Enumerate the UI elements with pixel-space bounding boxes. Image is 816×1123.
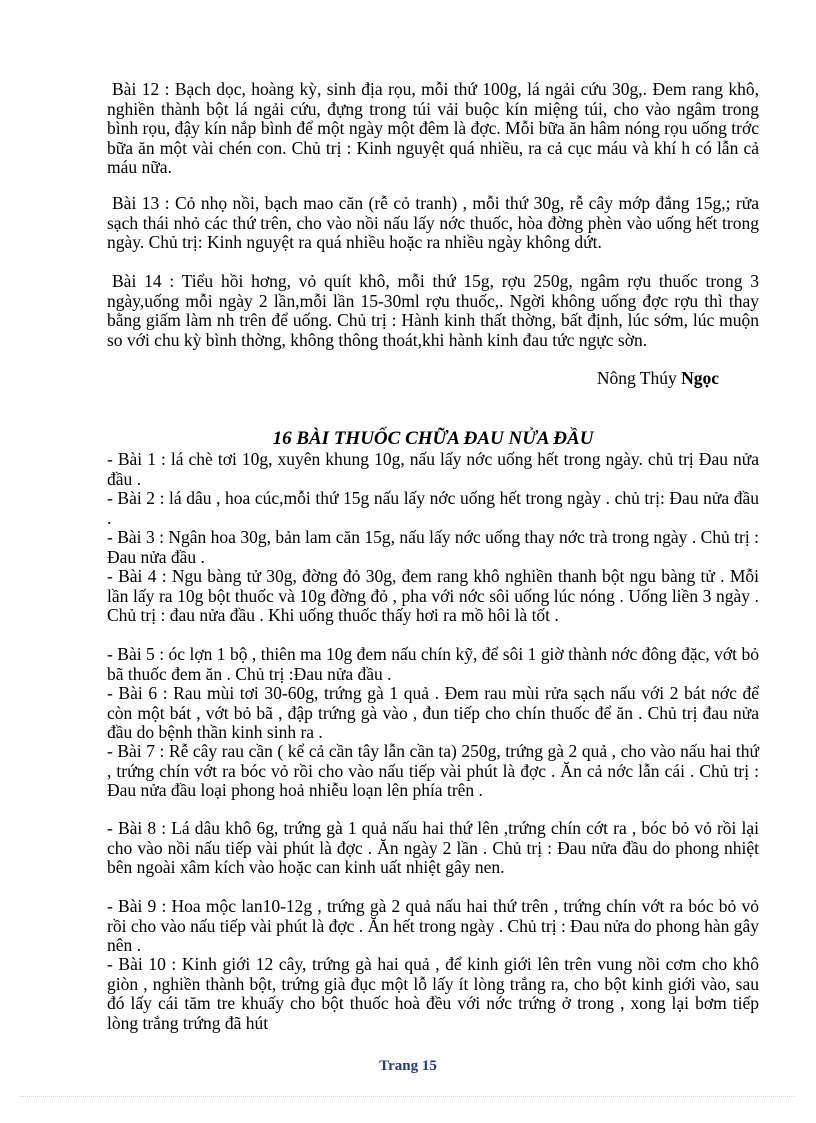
page-edge-divider [20, 1096, 796, 1097]
remedy-8: - Bài 8 : Lá dâu khô 6g, trứng gà 1 quả nấu hai thứ lên ,trứng chín cớt ra , bóc bỏ vỏ rồi lại cho vào nồi nấu tiếp vài phút là đợc . Ăn ngày 2 lần . Chủ trị : Đau nửa đầu do phong nhiệt bên ngoài xâm kích vào hoặc can kinh uất nhiệt gây nen. [107, 818, 759, 877]
signature-name: Nông Thúy [596, 368, 677, 388]
remedy-1: - Bài 1 : lá chè tơi 10g, xuyên khung 10g, nấu lấy nớc uống hết trong ngày. chủ trị Đau nửa đầu . [107, 449, 759, 489]
remedy-6: - Bài 6 : Rau mùi tơi 30-60g, trứng gà 1 quả . Đem rau mùi rửa sạch nấu với 2 bát nớc để còn một bát , vớt bỏ bã , đập trứng gà vào , đun tiếp cho chín thuốc để ăn . Chủ trị đau nửa đầu do bệnh thần kinh sinh ra . [107, 683, 759, 742]
remedy-5: - Bài 5 : óc lợn 1 bộ , thiên ma 10g đem nấu chín kỹ, để sôi 1 giờ thành nớc đông đặc, vớt bỏ bã thuốc đem ăn . Chủ trị :Đau nửa đầu . [107, 644, 759, 684]
paragraph-bai-14: Bài 14 : Tiểu hồi hơng, vỏ quít khô, mỗi thứ 15g, rợu 250g, ngâm rợu thuốc trong 3 ngày,uống mỗi ngày 2 lần,mỗi lần 15-30ml rợu thuốc,. Ngời không uống đợc rợu thì thay bằng giấm làm nh trên để uống. Chủ trị : Hành kinh thất thờng, bất định, lúc sớm, lúc muộn so với chu kỳ bình thờng, không thông thoát,khi hành kinh đau tức ngực sờn. [107, 271, 759, 350]
paragraph-bai-12: Bài 12 : Bạch dọc, hoàng kỳ, sinh địa rọu, mỗi thứ 100g, lá ngải cứu 30g,. Đem rang khô, nghiền thành bột lá ngải cứu, đựng trong túi vải buộc kín miệng túi, cho vào ngâm trong bình rọu, đậy kín nắp bình để một ngày một đêm là đợc. Mỗi bữa ăn hâm nóng rọu uống trớc bữa ăn một vài chén con. Chủ trị : Kinh nguyệt quá nhiều, ra cả cục máu và khí h có lẫn cả máu nữa. [107, 79, 759, 177]
author-signature [107, 369, 719, 389]
page-number: Trang 15 [379, 1058, 437, 1074]
remedy-4: - Bài 4 : Ngu bàng tử 30g, đờng đỏ 30g, đem rang khô nghiền thanh bột ngu bàng tử . Mỗi lần lấy ra 10g bột thuốc và 10g đờng đỏ , pha với nớc sôi uống lúc nóng . Uống liền 3 ngày . Chủ trị : đau nửa đầu . Khi uống thuốc thấy hơi ra mồ hôi là tốt . [107, 566, 759, 625]
remedy-3: - Bài 3 : Ngân hoa 30g, bản lam căn 15g, nấu lấy nớc uống thay nớc trà trong ngày . Chủ trị : Đau nửa đầu . [107, 527, 759, 567]
remedy-9: - Bài 9 : Hoa mộc lan10-12g , trứng gà 2 quả nấu hai thứ trên , trứng chín vớt ra bóc bỏ vỏ rồi cho vào nấu tiếp vài phút là đợc . Ăn hết trong ngày . Chủ trị : Đau nửa do phong hàn gây nên . [107, 896, 760, 955]
paragraph-bai-13: Bài 13 : Cỏ nhọ nồi, bạch mao căn (rễ cỏ tranh) , mỗi thứ 30g, rễ cây mớp đắng 15g,; rửa sạch thái nhỏ các thứ trên, cho vào nồi nấu lấy nớc thuốc, hòa đờng phèn vào uống hết trong ngày. Chủ trị: Kinh nguyệt ra quá nhiều hoặc ra nhiều ngày không dứt. [107, 193, 759, 252]
remedy-10: - Bài 10 : Kinh giới 12 cây, trứng gà hai quả , để kinh giới lên trên vung nồi cơm cho khô giòn , nghiền thành bột, trứng già đục một lỗ lấy ít lòng trắng ra, cho bột kinh giới vào, sau đó lấy cái tăm tre khuấy cho bột thuốc hoà đều với nớc trứng ở trong , xong lại bơm tiếp lòng trắng trứng đã hút [107, 954, 759, 1033]
remedy-2: - Bài 2 : lá dâu , hoa cúc,mỗi thứ 15g nấu lấy nớc uống hết trong ngày . chủ trị: Đau nửa đầu . [107, 488, 759, 528]
signature-name-bold: Ngọc [681, 368, 719, 388]
section-title: 16 BÀI THUỐC CHỮA ĐAU NỬA ĐẦU [272, 428, 594, 449]
remedy-7: - Bài 7 : Rễ cây rau cần ( kể cả cần tây lẫn cần ta) 250g, trứng gà 2 quả , cho vào nấu hai thứ , trứng chín vớt ra bóc vỏ rồi cho vào nấu tiếp vài phút là đợc . Ăn cả nớc lẫn cái . Chủ trị : Đau nửa đầu loại phong hoả nhiễu loạn lên phía trên . [107, 741, 759, 800]
